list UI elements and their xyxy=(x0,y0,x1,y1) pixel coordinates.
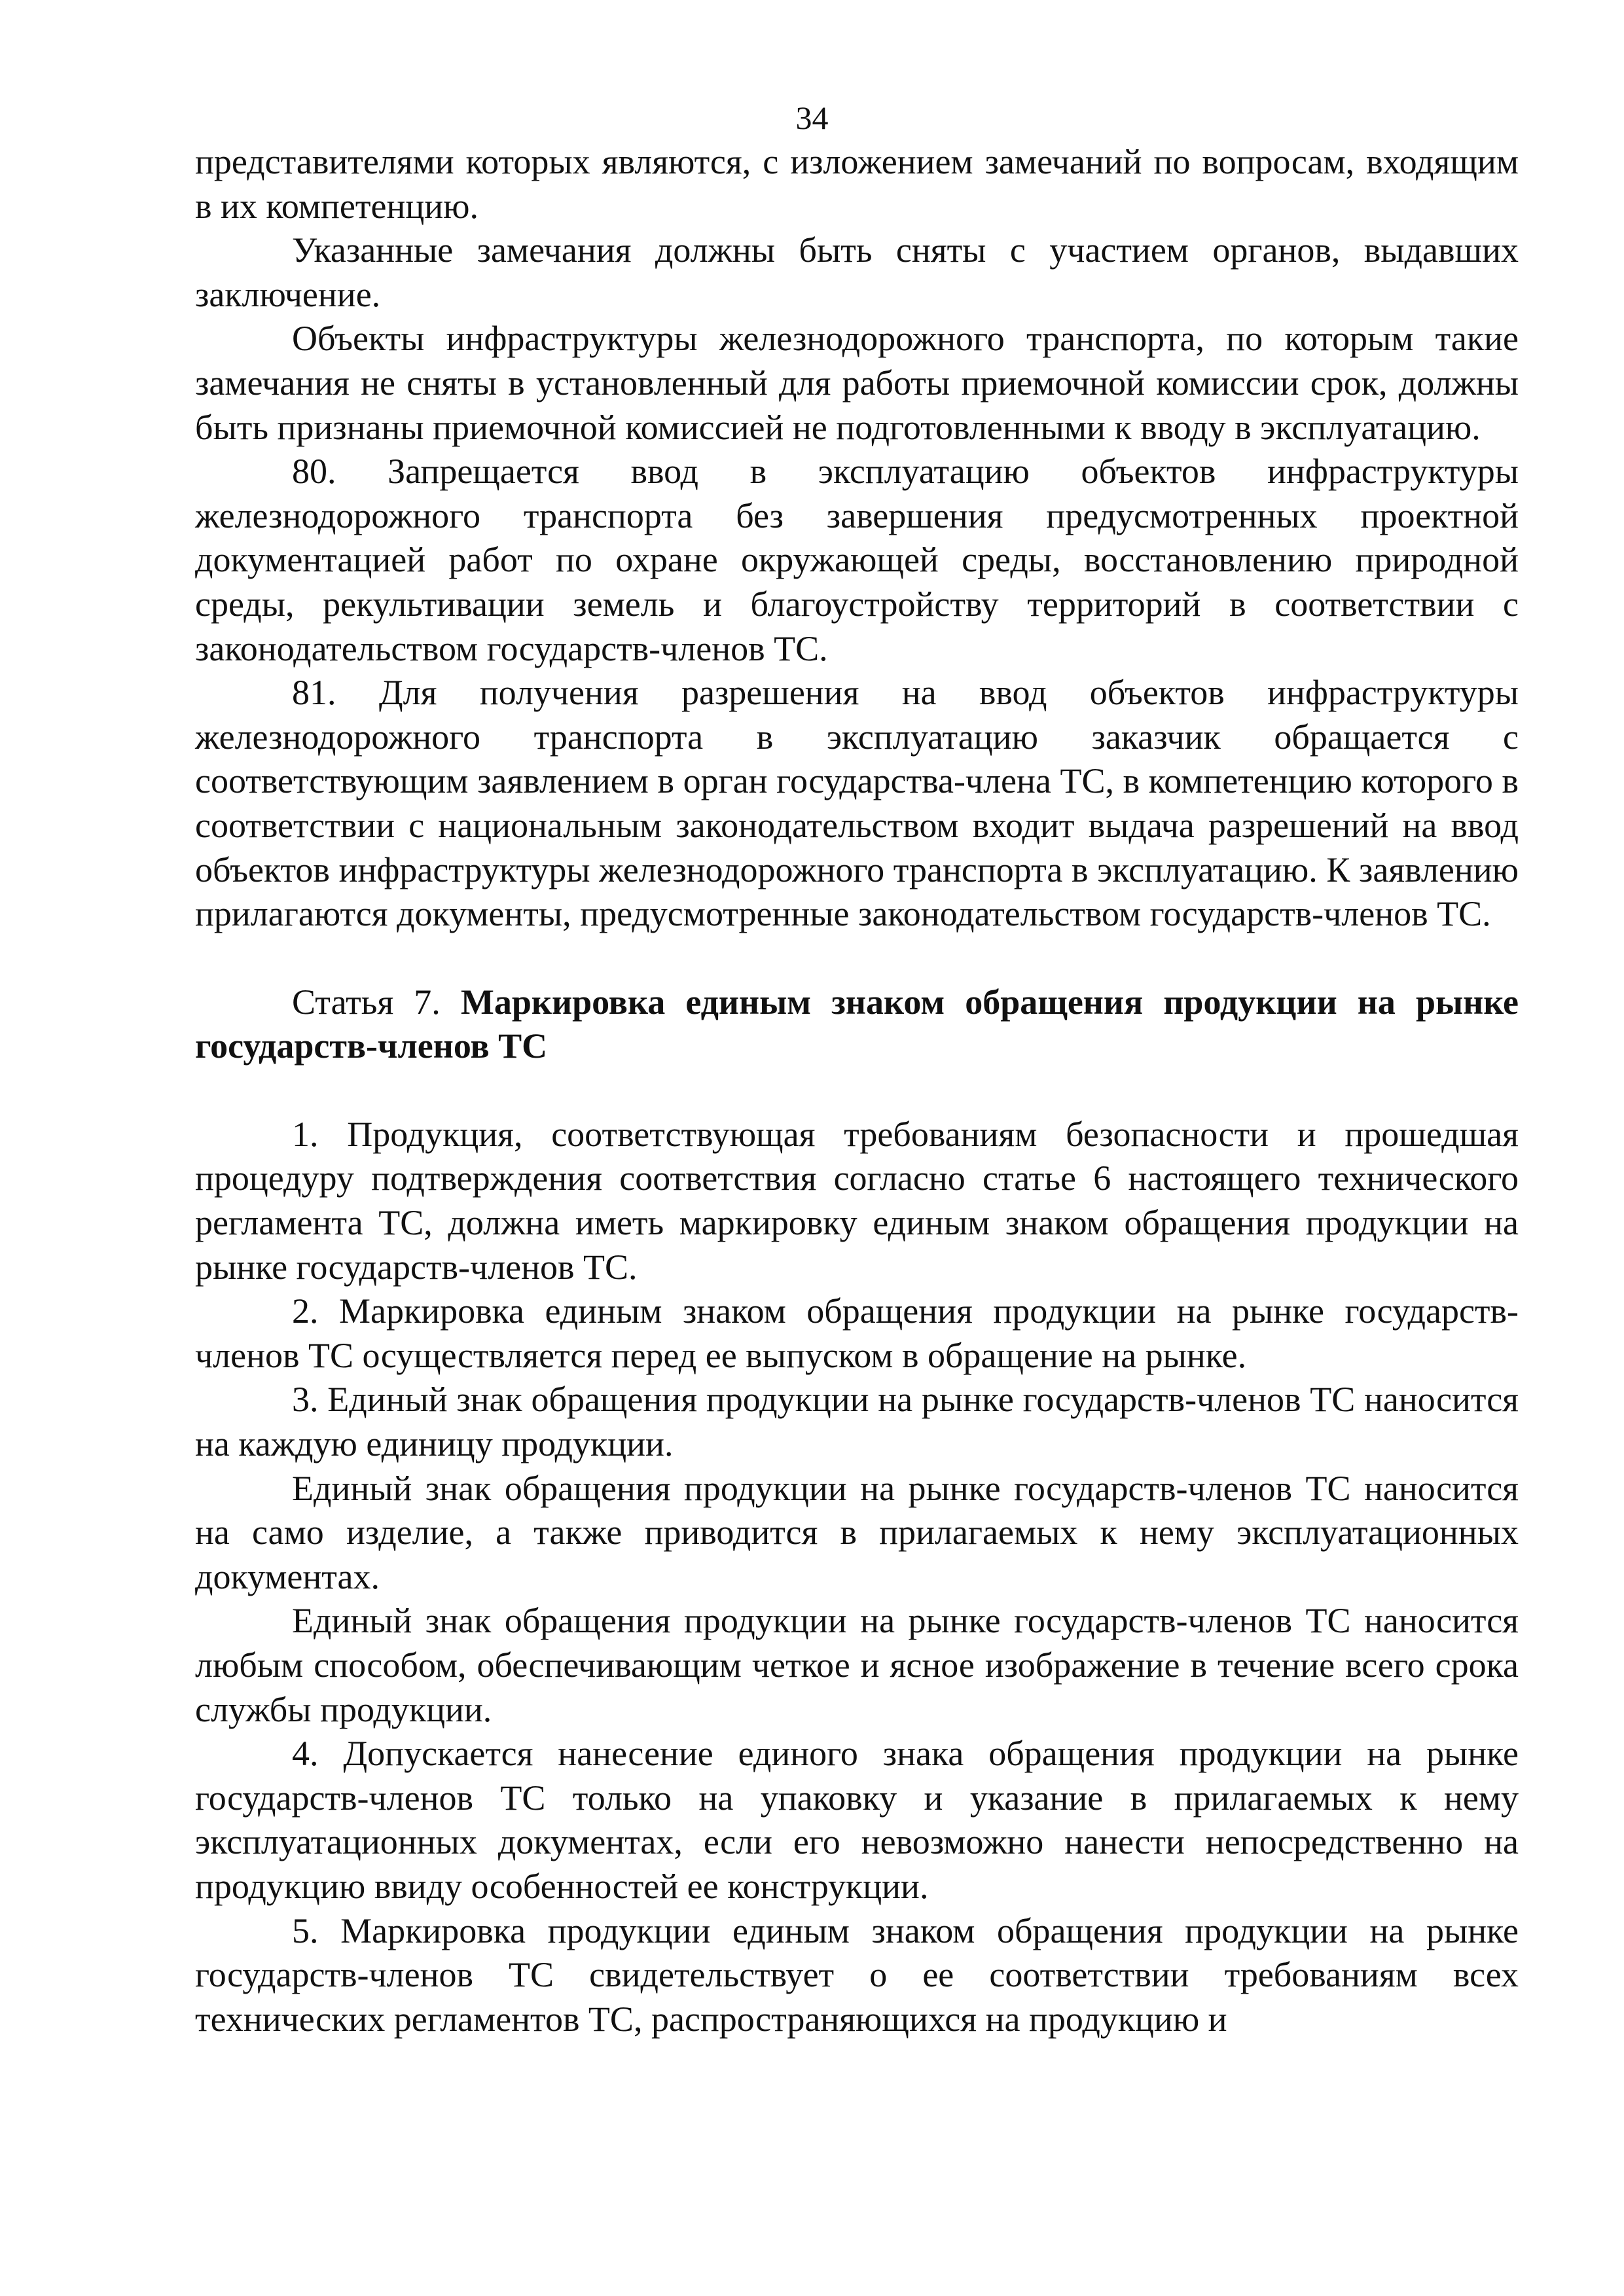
paragraph: представителями которых являются, с изложением замечаний по вопросам, входящим в их компетенцию. xyxy=(195,142,1519,226)
paragraph-item-3: 3. Единый знак обращения продукции на рынке государств-членов ТС наносится на каждую единицу продукции. xyxy=(195,1380,1519,1464)
paragraph-item-4: 4. Допускается нанесение единого знака обращения продукции на рынке государств-членов ТС только на упаковку и указание в прилагаемых к нему эксплуатационных документах, если его невозможно нанести непосредственно на продукцию ввиду особенностей ее конструкции. xyxy=(195,1734,1519,1906)
paragraph-item-81: 81. Для получения разрешения на ввод объектов инфраструктуры железнодорожного транспорта в эксплуатацию заказчик обращается с соответствующим заявлением в орган государства-члена ТС, в компетенцию которого в соответствии с национальным законодательством входит выдача разрешений на ввод объектов инфраструктуры железнодорожного транспорта в эксплуатацию. К заявлению прилагаются документы, предусмотренные законодательством государств-членов ТС. xyxy=(195,673,1519,934)
article-title: Маркировка единым знаком обращения продукции на рынке государств-членов ТС xyxy=(195,982,1519,1066)
article-label: Статья 7. xyxy=(292,982,441,1022)
paragraph-item-1: 1. Продукция, соответствующая требованиям безопасности и прошедшая процедуру подтверждения соответствия согласно статье 6 настоящего технического регламента ТС, должна иметь маркировку единым знаком обращения продукции на рынке государств-членов ТС. xyxy=(195,1114,1519,1287)
document-body xyxy=(195,140,1519,2041)
paragraph: Объекты инфраструктуры железнодорожного транспорта, по которым такие замечания не сняты в установленный для работы приемочной комиссии срок, должны быть признаны приемочной комиссией не подготовленными к вводу в эксплуатацию. xyxy=(195,319,1519,447)
paragraph: Указанные замечания должны быть сняты с участием органов, выдавших заключение. xyxy=(195,230,1519,314)
paragraph-item-2: 2. Маркировка единым знаком обращения продукции на рынке государств-членов ТС осуществляется перед ее выпуском в обращение на рынке. xyxy=(195,1291,1519,1375)
paragraph-item-5: 5. Маркировка продукции единым знаком обращения продукции на рынке государств-членов ТС свидетельствует о ее соответствии требованиям всех технических регламентов ТС, распространяющихся на продукцию и xyxy=(195,1910,1519,2039)
paragraph: Единый знак обращения продукции на рынке государств-членов ТС наносится любым способом, обеспечивающим четкое и ясное изображение в течение всего срока службы продукции. xyxy=(195,1601,1519,1729)
paragraph: Единый знак обращения продукции на рынке государств-членов ТС наносится на само изделие, а также приводится в прилагаемых к нему эксплуатационных документах. xyxy=(195,1468,1519,1596)
article-heading xyxy=(195,980,1519,1069)
paragraph-item-80: 80. Запрещается ввод в эксплуатацию объектов инфраструктуры железнодорожного транспорта без завершения предусмотренных проектной документацией работ по охране окружающей среды, восстановлению природной среды, рекультивации земель и благоустройству территорий в соответствии с законодательством государств-членов ТС. xyxy=(195,452,1519,668)
page-number: 34 xyxy=(795,99,829,136)
